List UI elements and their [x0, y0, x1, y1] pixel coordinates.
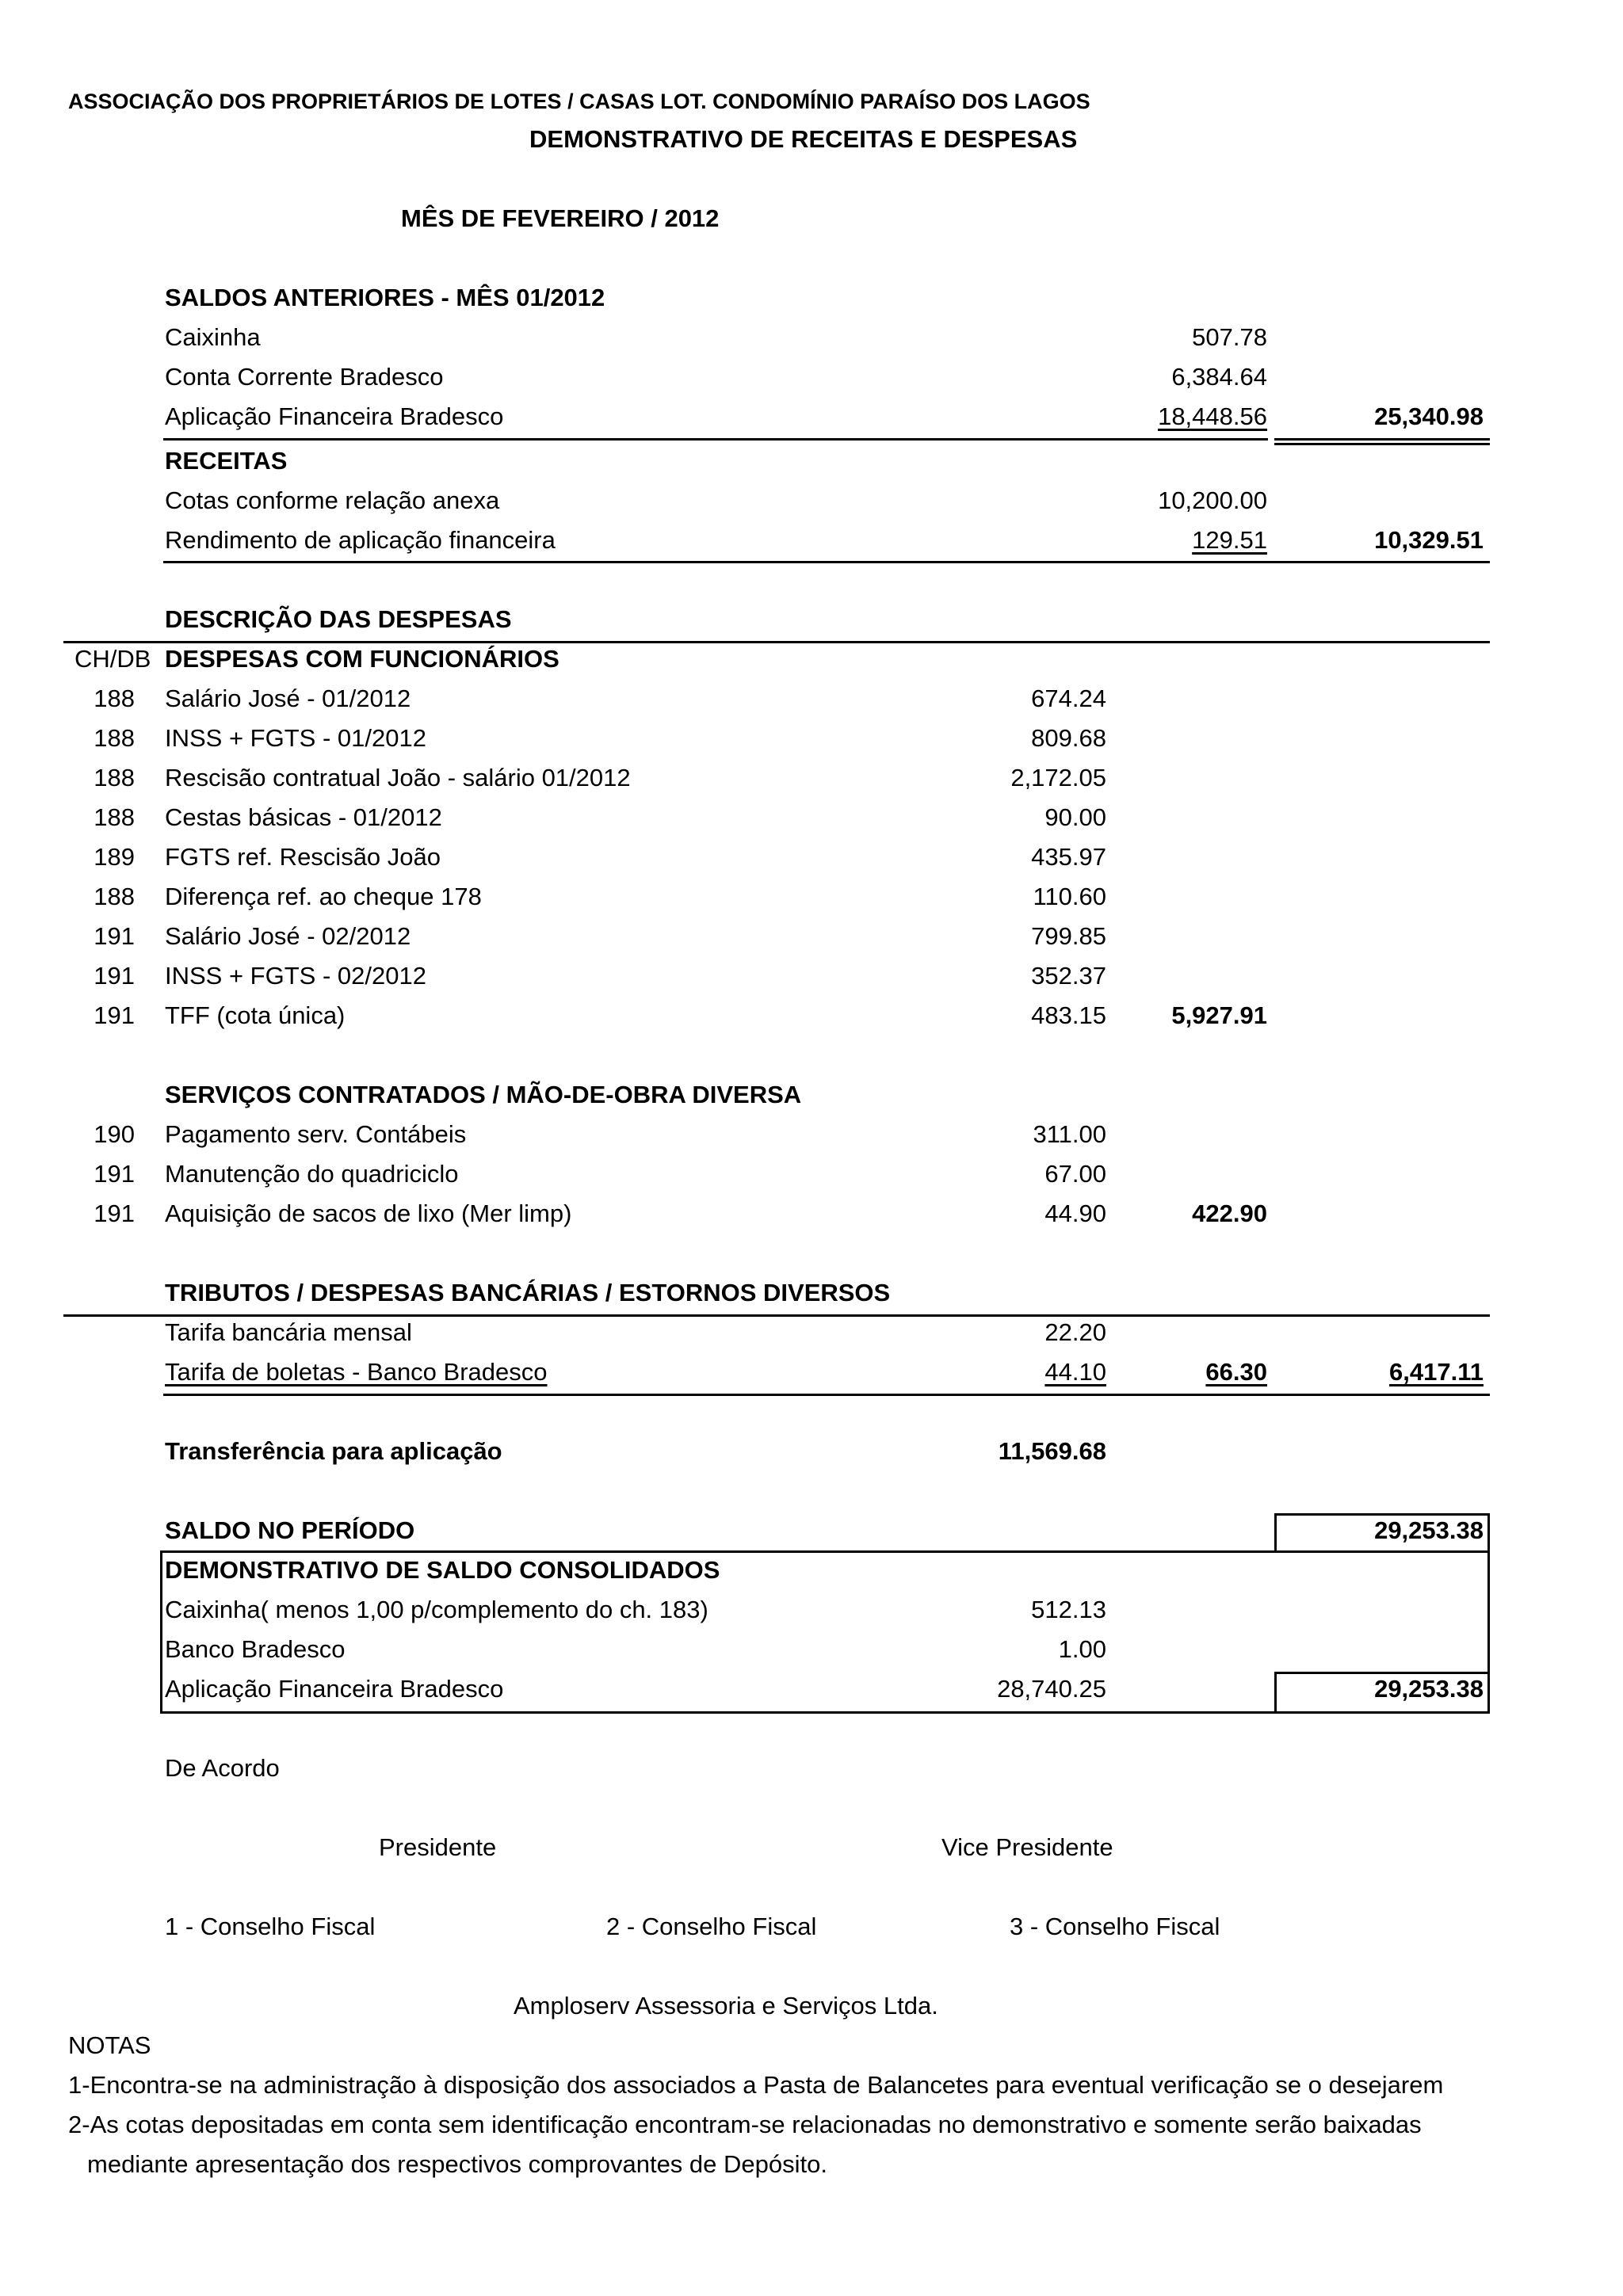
servicos-heading: SERVIÇOS CONTRATADOS / MÃO-DE-OBRA DIVERSA: [165, 1081, 802, 1108]
expense-label: FGTS ref. Rescisão João: [165, 843, 441, 871]
tributos-subtotal: 66.30: [1205, 1358, 1267, 1386]
receita-value: 129.51: [1192, 526, 1267, 554]
transferencia-label: Transferência para aplicação: [165, 1437, 502, 1465]
expense-value: 674.24: [1031, 685, 1106, 712]
consolidado-label: Aplicação Financeira Bradesco: [165, 1675, 504, 1703]
saldo-label: Caixinha: [165, 323, 261, 351]
expense-value: 22.20: [1044, 1318, 1106, 1346]
expense-value: 483.15: [1031, 1001, 1106, 1029]
rule: [63, 1314, 1490, 1317]
note-2-continued: mediante apresentação dos respectivos comprovantes de Depósito.: [87, 2150, 827, 2178]
saldo-periodo-value: 29,253.38: [1374, 1516, 1484, 1544]
expense-value: 809.68: [1031, 724, 1106, 752]
rule: [163, 1394, 1490, 1396]
expense-label: INSS + FGTS - 01/2012: [165, 724, 426, 752]
receita-label: Rendimento de aplicação financeira: [165, 526, 556, 554]
consolidado-label: Caixinha( menos 1,00 p/complemento do ch. 183): [165, 1596, 708, 1623]
cheque-number: 191: [94, 1001, 135, 1029]
cheque-number: 191: [94, 922, 135, 950]
president-signature: Presidente: [379, 1833, 497, 1861]
expense-label: Pagamento serv. Contábeis: [165, 1120, 467, 1148]
transferencia-value: 11,569.68: [998, 1437, 1106, 1465]
saldos-heading: SALDOS ANTERIORES - MÊS 01/2012: [165, 284, 605, 311]
expense-value: 110.60: [1033, 883, 1106, 910]
agreement-text: De Acordo: [165, 1754, 280, 1782]
expense-label: Salário José - 01/2012: [165, 685, 411, 712]
note-1: 1-Encontra-se na administração à disposição dos associados a Pasta de Balancetes para eventual verificação se o desejarem: [68, 2071, 1444, 2099]
saldo-value: 6,384.64: [1171, 363, 1267, 391]
consolidado-label: Banco Bradesco: [165, 1635, 346, 1663]
cheque-number: 189: [94, 843, 135, 871]
rule: [163, 438, 1268, 441]
expense-label: Diferença ref. ao cheque 178: [165, 883, 482, 910]
cheque-number: 188: [94, 883, 135, 910]
cheque-number: 191: [94, 1160, 135, 1188]
box-left-edge: [160, 1550, 162, 1714]
receita-value: 10,200.00: [1158, 486, 1267, 514]
note-2: 2-As cotas depositadas em conta sem identificação encontram-se relacionadas no demonstrativo e somente serão baixadas: [68, 2111, 1422, 2138]
expense-value: 352.37: [1031, 962, 1106, 990]
funcionarios-subtotal: 5,927.91: [1171, 1001, 1267, 1029]
ch-db-header: CH/DB: [74, 645, 151, 673]
accounting-company: Amploserv Assessoria e Serviços Ltda.: [514, 1992, 938, 2019]
consolidado-value: 1.00: [1058, 1635, 1106, 1663]
saldo-value: 18,448.56: [1158, 402, 1267, 430]
receitas-total: 10,329.51: [1374, 526, 1484, 554]
receita-label: Cotas conforme relação anexa: [165, 486, 500, 514]
servicos-subtotal: 422.90: [1192, 1199, 1267, 1227]
document-title: DEMONSTRATIVO DE RECEITAS E DESPESAS: [529, 125, 1078, 153]
expense-value: 311.00: [1033, 1120, 1106, 1148]
expense-value: 799.85: [1031, 922, 1106, 950]
period-title: MÊS DE FEVEREIRO / 2012: [401, 204, 720, 232]
expense-value: 90.00: [1044, 803, 1106, 831]
expense-label: Rescisão contratual João - salário 01/2012: [165, 764, 631, 791]
cheque-number: 188: [94, 764, 135, 791]
rule: [160, 1550, 1274, 1553]
expense-label: TFF (cota única): [165, 1001, 346, 1029]
expense-value: 2,172.05: [1010, 764, 1106, 791]
cheque-number: 191: [94, 1199, 135, 1227]
expense-label: Tarifa bancária mensal: [165, 1318, 412, 1346]
expense-value: 44.10: [1044, 1358, 1106, 1386]
expense-value: 44.90: [1044, 1199, 1106, 1227]
despesas-heading: DESCRIÇÃO DAS DESPESAS: [165, 605, 512, 633]
expense-label: Cestas básicas - 01/2012: [165, 803, 442, 831]
expense-value: 435.97: [1031, 843, 1106, 871]
saldo-periodo-label: SALDO NO PERÍODO: [165, 1516, 415, 1544]
consolidado-value: 28,740.25: [997, 1675, 1106, 1703]
funcionarios-heading: DESPESAS COM FUNCIONÁRIOS: [165, 645, 559, 673]
cheque-number: 188: [94, 724, 135, 752]
cheque-number: 191: [94, 962, 135, 990]
tributos-heading: TRIBUTOS / DESPESAS BANCÁRIAS / ESTORNOS DIVERSOS: [165, 1279, 891, 1306]
despesas-total: 6,417.11: [1389, 1358, 1484, 1386]
expense-label: INSS + FGTS - 02/2012: [165, 962, 426, 990]
consolidado-value: 512.13: [1031, 1596, 1106, 1623]
expense-label: Aquisição de sacos de lixo (Mer limp): [165, 1199, 572, 1227]
vice-president-signature: Vice Presidente: [941, 1833, 1113, 1861]
saldo-label: Conta Corrente Bradesco: [165, 363, 444, 391]
rule: [163, 561, 1490, 563]
cheque-number: 188: [94, 685, 135, 712]
double-rule: [1274, 438, 1490, 445]
saldo-label: Aplicação Financeira Bradesco: [165, 402, 504, 430]
consolidado-total: 29,253.38: [1374, 1675, 1484, 1703]
association-name: ASSOCIAÇÃO DOS PROPRIETÁRIOS DE LOTES / CASAS LOT. CONDOMÍNIO PARAÍSO DOS LAGOS: [68, 90, 1090, 113]
cheque-number: 190: [94, 1120, 135, 1148]
rule: [63, 641, 1490, 643]
fiscal-council-1: 1 - Conselho Fiscal: [165, 1913, 376, 1940]
expense-label: Manutenção do quadriciclo: [165, 1160, 459, 1188]
notes-heading: NOTAS: [68, 2031, 151, 2059]
expense-label: Tarifa de boletas - Banco Bradesco: [165, 1358, 548, 1386]
expense-label: Salário José - 02/2012: [165, 922, 411, 950]
saldo-value: 507.78: [1192, 323, 1267, 351]
fiscal-council-2: 2 - Conselho Fiscal: [606, 1913, 817, 1940]
consolidado-heading: DEMONSTRATIVO DE SALDO CONSOLIDADOS: [165, 1556, 720, 1584]
cheque-number: 188: [94, 803, 135, 831]
fiscal-council-3: 3 - Conselho Fiscal: [1010, 1913, 1220, 1940]
receitas-heading: RECEITAS: [165, 447, 288, 475]
expense-value: 67.00: [1044, 1160, 1106, 1188]
saldos-total: 25,340.98: [1374, 402, 1484, 430]
